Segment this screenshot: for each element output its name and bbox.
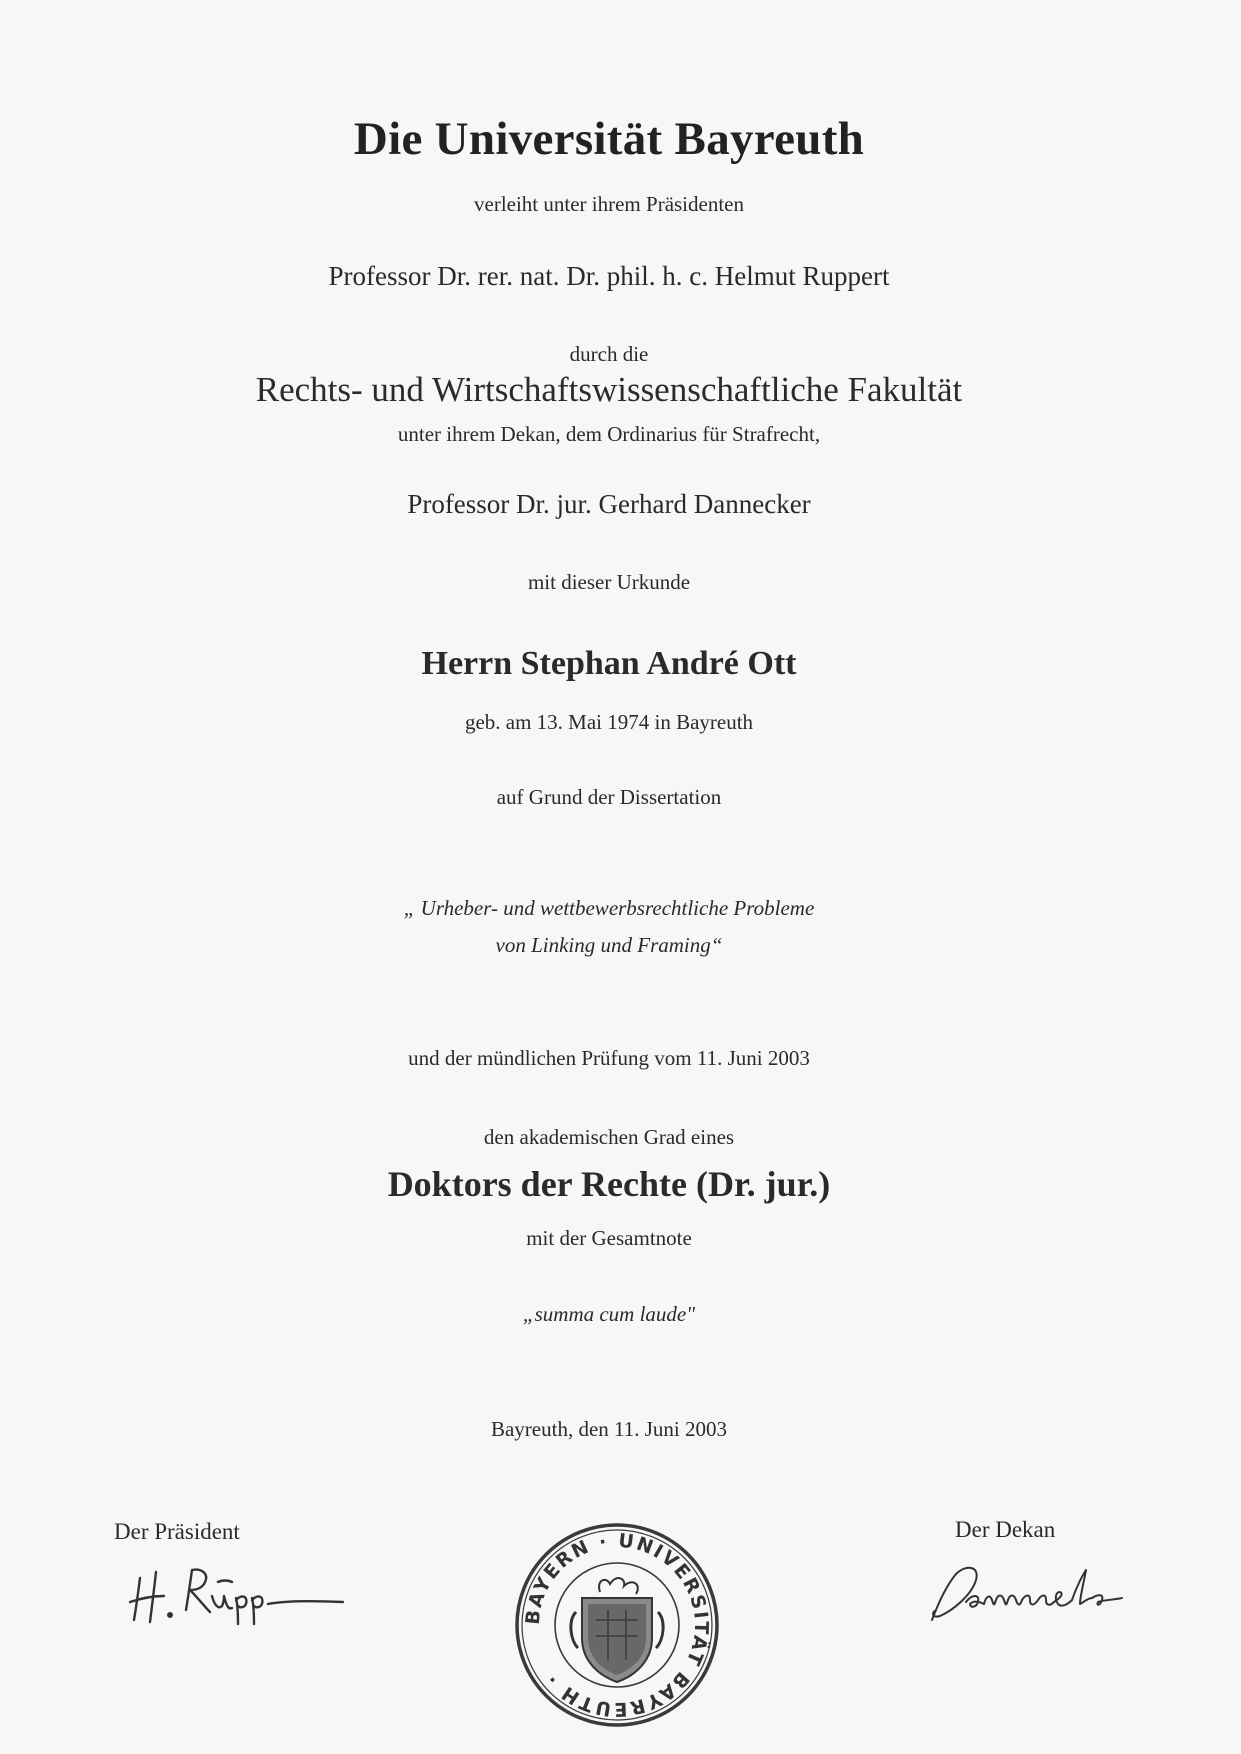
- dean-signature: [922, 1558, 1162, 1628]
- exam-line: und der mündlichen Prüfung vom 11. Juni 2003: [408, 1046, 810, 1070]
- recipient-name: Herrn Stephan André Ott: [421, 645, 797, 682]
- line-dekan: unter ihrem Dekan, dem Ordinarius für Strafrecht,: [397, 422, 821, 446]
- line-grad: den akademischen Grad eines: [483, 1125, 735, 1149]
- dean-signature-label: Der Dekan: [955, 1517, 1056, 1542]
- line-urkunde: mit dieser Urkunde: [527, 570, 691, 594]
- place-date: Bayreuth, den 11. Juni 2003: [490, 1417, 728, 1441]
- degree-title: Doktors der Rechte (Dr. jur.): [387, 1164, 831, 1204]
- university-seal: [512, 1520, 722, 1730]
- line-verleiht: verleiht unter ihrem Präsidenten: [474, 192, 744, 216]
- grade: „summa cum laude": [522, 1302, 696, 1326]
- university-title: Die Universität Bayreuth: [353, 113, 865, 165]
- thesis-title-line-2: von Linking und Framing“: [495, 933, 723, 957]
- line-note: mit der Gesamtnote: [526, 1226, 692, 1250]
- dean-name: Professor Dr. jur. Gerhard Dannecker: [407, 489, 811, 519]
- line-grund: auf Grund der Dissertation: [496, 785, 722, 809]
- birth-line: geb. am 13. Mai 1974 in Bayreuth: [464, 710, 754, 734]
- line-durch: durch die: [569, 342, 649, 366]
- president-signature-label: Der Präsident: [114, 1519, 240, 1544]
- president-name: Professor Dr. rer. nat. Dr. phil. h. c. Helmut Ruppert: [328, 261, 890, 291]
- president-signature: [128, 1560, 348, 1630]
- faculty-name: Rechts- und Wirtschaftswissenschaftliche Fakultät: [255, 370, 963, 409]
- thesis-title-line-1: „ Urheber- und wettbewerbsrechtliche Probleme: [403, 896, 815, 920]
- seal-text: BAYERN · UNIVERSITÄT BAYREUTH ·: [521, 1529, 713, 1721]
- seal-coat-of-arms-icon: [571, 1578, 663, 1682]
